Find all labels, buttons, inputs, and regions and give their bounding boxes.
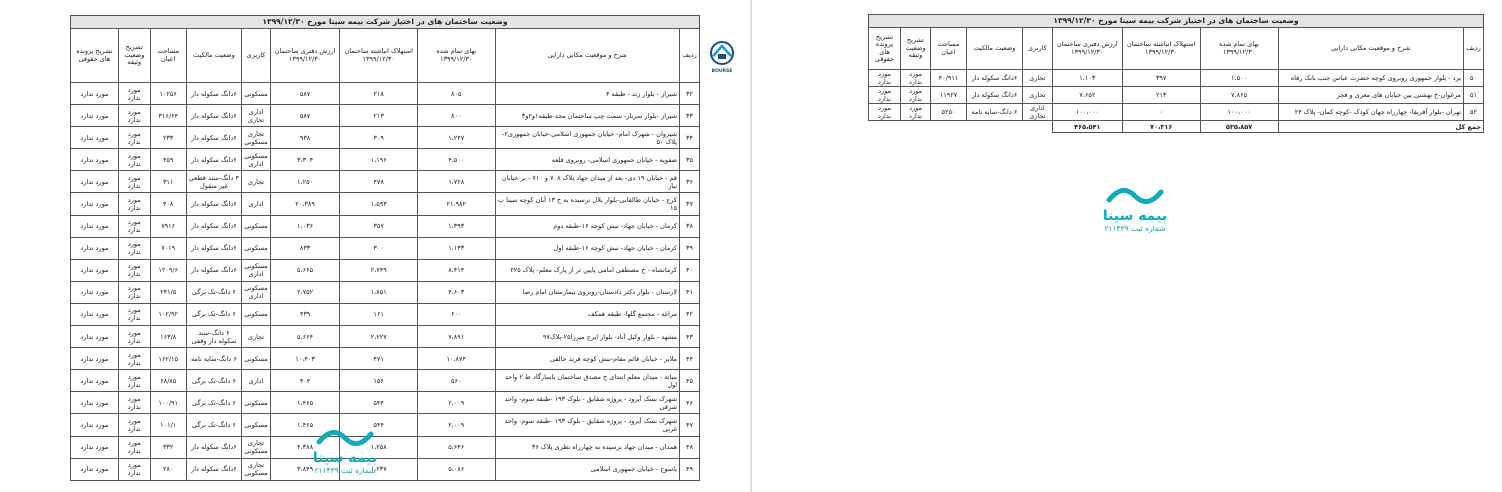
logo-brand: بیمه سینا [312,450,378,466]
cell-desc: کرمانشاه - خ مصطفی امامی پایین تر از پارک معلم- پلاک ۲۲۵ [495,259,680,281]
cell-collat: مورد ندارد [118,303,150,325]
cell-collat: مورد ندارد [901,104,931,121]
cell-legal: مورد ندارد [71,259,119,281]
cell-owner: ۶دانگ سکوله دار [186,193,242,215]
cell-owner: ۶دانگ سکوله دار [186,83,242,105]
cell-area: ۲۴۱/۵ [150,281,186,303]
cell-usage: مسکونی [242,215,270,237]
cell-dep: ۴۷۱ [340,348,418,370]
cell-collat: مورد ندارد [118,436,150,458]
table-row [71,326,700,348]
table-row [869,87,1484,104]
cell-n: ۴۹ [680,458,700,480]
cell-usage: مسکونی [242,414,270,436]
bourse-stamp [702,40,742,75]
cell-collat: مورد ندارد [901,87,931,104]
cell-collat: مورد ندارد [118,392,150,414]
cell-n: ۳۹ [680,237,700,259]
cell-book: ۲،۷۵۲ [270,281,340,303]
header-book: ارزش دفتری ساختمان ۱۳۹۹/۱۲/۳۰ [1052,28,1122,70]
cell-cost: ۱۰،۸۷۴ [417,348,495,370]
cell-n: ۳۵ [680,149,700,171]
cell-cost: ۱،۳۹۳ [417,215,495,237]
cell-area: ۱۶۳/۸ [150,326,186,348]
cell-n: ۳۷ [680,193,700,215]
cell-collat: مورد ندارد [118,149,150,171]
header-area: مساحت اعیان [150,29,186,83]
cell-legal: مورد ندارد [71,370,119,392]
table-row [71,127,700,149]
table-row [71,171,700,193]
cell-book: ۱،۴۶۵ [270,414,340,436]
cell-owner: ۶ دانگ-سند سکوله دار وقفی [186,326,242,348]
cell-collat: مورد ندارد [118,458,150,480]
cell-collat: مورد ندارد [118,414,150,436]
cell-cost: ۸۰۵ [417,83,495,105]
cell-n: ۳۲ [680,83,700,105]
cell-area: ۳۱۱ [150,171,186,193]
cell-n: ۴۷ [680,414,700,436]
cell-usage: تجاری [1022,70,1052,87]
cell-dep: ۲،۲۲۷ [340,326,418,348]
cell-cost: ۸۰۰ [417,105,495,127]
cell-owner: ۶ دانگ-تک برگی [186,414,242,436]
cell-owner: ۶دانگ سکوله دار [186,436,242,458]
cell-area: ۱۰۲۵۶ [150,83,186,105]
cell-n: ۳۳ [680,105,700,127]
table-row [71,281,700,303]
cell-area: ۵۲۵۰ [931,104,967,121]
cell-owner: ۶دانگ سکوله دار [966,70,1022,87]
cell-collat: مورد ندارد [118,326,150,348]
cell-owner: ۶ دانگ-تک برگی [186,281,242,303]
cell-legal: مورد ندارد [71,392,119,414]
cell-area: ۶۸/۸۵ [150,370,186,392]
cell-legal: مورد ندارد [71,193,119,215]
cell-legal: مورد ندارد [71,149,119,171]
cell-cost: ۲،۰۰۹ [417,392,495,414]
cell-dep: ۴۷۸ [340,171,418,193]
cell-cost: ۵،۰۸۶ [417,458,495,480]
cell-book: ۸۳۳ [270,237,340,259]
cell-usage: مسکونی اداری [242,259,270,281]
cell-owner: ۶دانگ سکوله دار [186,215,242,237]
header-collat: تشریح وضعیت وثیقه [901,28,931,70]
cell-usage: مسکونی [242,392,270,414]
cell-collat: مورد ندارد [118,259,150,281]
cell-collat: مورد ندارد [118,348,150,370]
table-row [869,104,1484,121]
cell-cost: ۲۱،۹۸۲ [417,193,495,215]
cell-n: ۴۲ [680,303,700,325]
cell-cost: ۲،۰۰۹ [417,414,495,436]
cell-usage: تجاری مسکونی [242,127,270,149]
cell-book: ۷،۶۵۲ [1052,87,1122,104]
cell-desc: مرغوان-خ بهشتی بین خیابان های معزی و فجر [1278,87,1464,104]
cell-dep: ۰ [1122,104,1200,121]
cell-area: ۱۰۰/۹۱ [150,392,186,414]
sina-logo-right [1090,186,1180,233]
sina-wave-icon [1105,186,1165,208]
cell-desc: لارستان - بلوار دکتر دادستان-روبروی بیمارستان امام رضا [495,281,680,303]
table-row [71,193,700,215]
cell-area: ۴۵۹ [150,149,186,171]
cell-owner: ۶دانگ سکوله دار [966,87,1022,104]
cell-desc: کرمان - خیابان جهاد- نبش کوچه ۱۶-طبقه اول [495,237,680,259]
cell-usage: تجاری [242,171,270,193]
sina-logo-left [300,428,390,475]
cell-usage: مسکونی [242,303,270,325]
cell-book: ۱،۰۳۶ [270,215,340,237]
cell-book: ۱۰،۴۰۳ [270,348,340,370]
cell-cost: ۵۶۰ [417,370,495,392]
table-row [71,215,700,237]
header-book: ارزش دفتری ساختمان ۱۳۹۹/۱۲/۳۰ [270,29,340,83]
table-title: وضعیت ساختمان های در اختیار شرکت بیمه سینا مورخ ۱۳۹۹/۱۲/۳۰ [869,15,1484,28]
cell-collat: مورد ندارد [118,105,150,127]
cell-usage: تجاری مسکونی [242,436,270,458]
header-dep: استهلاک انباشته ساختمان ۱۳۹۹/۱۲/۳۰ [340,29,418,83]
cell-usage: مسکونی اداری [242,149,270,171]
cell-desc: ملایر - خیابان قائم مقام-نبش کوچه فرید خالقی [495,348,680,370]
header-desc: شرح و موقعیت مکانی دارایی [1278,28,1464,70]
cell-usage: مسکونی اداری [242,281,270,303]
cell-area: ۲۸۰ [150,458,186,480]
cell-desc: شیروان - شهرک امام- خیابان جمهوری اسلامی-خیابان جمهوری۲- پلاک ۵۰ [495,127,680,149]
cell-dep: ۲۱۳ [1122,87,1200,104]
header-area: مساحت اعیان [931,28,967,70]
cell-dep: ۲،۷۴۹ [340,259,418,281]
cell-dep: ۱،۵۹۳ [340,193,418,215]
cell-collat: مورد ندارد [118,370,150,392]
cell-owner: ۶دانگ سکوله دار [186,127,242,149]
table-row [869,70,1484,87]
cell-legal: مورد ندارد [71,237,119,259]
cell-collat: مورد ندارد [118,215,150,237]
sina-wave-icon [315,428,375,450]
cell-desc: مراغه - مجتمع گلها- طبقه همکف [495,303,680,325]
cell-cost: ۴،۶۰۳ [417,281,495,303]
header-legal: تشریح پرونده های حقوقی [869,28,901,70]
cell-collat: مورد ندارد [118,281,150,303]
cell-dep: ۳۹۷ [1122,70,1200,87]
cell-dep: ۱۵۶ [340,370,418,392]
logo-registration: شماره ثبت ۲۱۱۴۳۹ [1104,224,1166,233]
cell-owner: ۶ دانگ-سایه نامه [966,104,1022,121]
cell-book: ۵،۶۶۵ [270,259,340,281]
cell-n: ۳۶ [680,171,700,193]
buildings-table-right [868,14,1484,133]
cell-owner: ۴ دانگ-سند قطعی غیر منقول [186,171,242,193]
cell-dep: ۱،۲۵۸ [340,436,418,458]
cell-cost: ۴،۵۰۰ [417,149,495,171]
cell-owner: ۶ دانگ-تک برگی [186,370,242,392]
cell-area: ۴۰/۹۱۱ [931,70,967,87]
cell-book: ۱۰۰،۰۰۰ [1052,104,1122,121]
cell-usage: تجاری [242,326,270,348]
cell-n: ۴۶ [680,392,700,414]
cell-legal: مورد ندارد [869,70,901,87]
cell-dep: ۵۴۴ [340,414,418,436]
cell-book: ۹۳۸ [270,127,340,149]
cell-area: ۱۰۱/۱ [150,414,186,436]
cell-desc: قم - خیابان ۱۹ دی- بعد از میدان جهاد پلاک ۷۰۸ و ۷۱۰ - بر خیابان نیاز [495,171,680,193]
cell-legal: مورد ندارد [71,414,119,436]
cell-n: ۵۲ [1464,104,1484,121]
table-row [71,83,700,105]
header-usage: کاربری [1022,28,1052,70]
header-cost: بهای تمام شده ۱۳۹۹/۱۲/۳۰ [417,29,495,83]
cell-desc: یزد - بلوار جمهوری روبروی کوچه حضرت عباس جنب بانک رفاه [1278,70,1464,87]
cell-legal: مورد ندارد [71,436,119,458]
header-legal: تشریح پرونده های حقوقی [71,29,119,83]
cell-n: ۴۸ [680,436,700,458]
cell-collat: مورد ندارد [118,193,150,215]
cell-dep: ۳۰۰ [340,237,418,259]
header-radif: ردیف [680,29,700,83]
cell-cost: ۶۰۰ [417,303,495,325]
cell-desc: میانه - میدان معلم ابتدای خ مصدق ساختمان پاسارگاد ط ۲ واحد اول [495,370,680,392]
table-row [71,105,700,127]
cell-desc: مشهد - بلوار وکیل آباد- بلوار ایرج میرزا۲۵-پلاک۹۷ [495,326,680,348]
cell-legal: مورد ندارد [71,215,119,237]
cell-area: ۱۰۲/۹۲ [150,303,186,325]
header-radif: ردیف [1464,28,1484,70]
cell-cost: ۱،۲۴۷ [417,127,495,149]
cell-legal: مورد ندارد [71,303,119,325]
cell-collat: مورد ندارد [901,70,931,87]
cell-dep: ۱،۸۵۱ [340,281,418,303]
cell-desc: کرج - خیابان طالقانی-بلوار بلال نرسیده به خ ۱۳ آبان کوچه سینا پ ۱۵ [495,193,680,215]
table-row [71,348,700,370]
cell-owner: ۶دانگ سکوله دار [186,237,242,259]
cell-cost: ۵،۶۴۶ [417,436,495,458]
cell-book: ۵،۶۶۴ [270,326,340,348]
table-row [71,370,700,392]
cell-desc: شیراز -بلوار سرباز- سمت چپ ساختمان مجد-طبقه۱و۲و۳ [495,105,680,127]
cell-usage: اداری [242,370,270,392]
cell-book: ۱،۱۰۳ [1052,70,1122,87]
total-book: ۴۶۵،۵۴۱ [1052,121,1122,133]
cell-area: ۷۹۱۶ [150,215,186,237]
cell-legal: مورد ندارد [71,348,119,370]
cell-dep: ۵۴۴ [340,392,418,414]
cell-book: ۳،۳۰۴ [270,149,340,171]
cell-usage: تجاری [1022,87,1052,104]
cell-collat: مورد ندارد [118,171,150,193]
cell-cost: ۷،۸۹۱ [417,326,495,348]
cell-n: ۴۴ [680,348,700,370]
cell-legal: مورد ندارد [869,104,901,121]
buildings-table-left [70,15,700,481]
cell-book: ۴،۳۸۸ [270,436,340,458]
cell-book: ۴۰۴ [270,370,340,392]
cell-n: ۵۱ [1464,87,1484,104]
header-desc: شرح و موقعیت مکانی دارایی [495,29,680,83]
header-cost: بهای تمام شده ۱۳۹۹/۱۲/۳۰ [1200,28,1278,70]
cell-book: ۵۸۷ [270,105,340,127]
cell-dep: ۳۵۷ [340,215,418,237]
cell-owner: ۶دانگ سکوله دار [186,259,242,281]
table-row [71,259,700,281]
cell-book: ۲۰،۳۸۹ [270,193,340,215]
cell-area: ۱۲۰۹/۶ [150,259,186,281]
cell-desc: شهرک نسک آیرود - پروژه شقایق - بلوک ۱۹۳ -طبقه سوم- واحد شرقی [495,392,680,414]
cell-desc: همدان - میدان جهاد نرسیده به چهارراه نظری پلاک ۳۶ [495,436,680,458]
cell-desc: تهران -بلوار آفریقا- چهارراه جهان کودک -کوچه کمان- پلاک ۲۴ [1278,104,1464,121]
cell-cost: ۱،۷۲۸ [417,171,495,193]
total-dep: ۷۰،۳۱۶ [1122,121,1200,133]
cell-owner: ۶ دانگ-تک برگی [186,392,242,414]
cell-usage: مسکونی [242,348,270,370]
table-row [71,303,700,325]
cell-usage: مسکونی [242,83,270,105]
cell-desc: شهرک نسک آیرود - پروژه شقایق - بلوک ۱۹۳ -طبقه سوم- واحد غربی [495,414,680,436]
cell-legal: مورد ندارد [71,281,119,303]
table-row [71,237,700,259]
cell-usage: تجاری مسکونی [242,458,270,480]
cell-owner: ۶دانگ سکوله دار [186,105,242,127]
cell-book: ۵۸۷ [270,83,340,105]
header-usage: کاربری [242,29,270,83]
stamp-text: BOURSE [711,69,733,74]
cell-collat: مورد ندارد [118,83,150,105]
cell-area: ۳۱۶/۶۴ [150,105,186,127]
cell-dep: ۱،۱۹۶ [340,149,418,171]
cell-desc: یاسوج - خیابان جمهوری اسلامی [495,458,680,480]
cell-cost: ۷،۸۶۵ [1200,87,1278,104]
cell-n: ۵۰ [1464,70,1484,87]
cell-area: ۳۳۲ [150,436,186,458]
cell-book: ۴۳۹ [270,303,340,325]
cell-usage: مسکونی [242,237,270,259]
cell-dep: ۱۶۱ [340,303,418,325]
cell-usage: اداری تجاری [1022,104,1052,121]
cell-book: ۱،۴۶۵ [270,392,340,414]
header-owner: وضعیت مالکیت [966,28,1022,70]
cell-n: ۴۳ [680,326,700,348]
cell-area: ۷۰۱۹ [150,237,186,259]
cell-dep: ۲۱۳ [340,105,418,127]
cell-usage: اداری [242,193,270,215]
cell-desc: شیراز - بلوار زند - طبقه ۴ [495,83,680,105]
table-title: وضعیت ساختمان های در اختیار شرکت بیمه سینا مورخ ۱۳۹۹/۱۲/۳۰ [71,16,700,29]
cell-desc: صفویه - خیابان جمهوری اسلامی- روبروی قلعه [495,149,680,171]
logo-registration: شماره ثبت ۲۱۱۴۳۹ [314,466,376,475]
total-label: جمع کل [1278,121,1484,133]
cell-book: ۱،۲۵۰ [270,171,340,193]
header-collat: تشریح وضعیت وثیقه [118,29,150,83]
total-cost: ۵۳۵،۸۵۷ [1200,121,1278,133]
cell-legal: مورد ندارد [71,326,119,348]
header-owner: وضعیت مالکیت [186,29,242,83]
table-row [71,392,700,414]
cell-legal: مورد ندارد [71,105,119,127]
cell-cost: ۱۰۰،۰۰۰ [1200,104,1278,121]
cell-n: ۳۴ [680,127,700,149]
cell-cost: ۱،۱۳۳ [417,237,495,259]
logo-brand: بیمه سینا [1102,208,1168,224]
cell-owner: ۶دانگ سکوله دار [186,149,242,171]
cell-cost: ۱،۵۰۰ [1200,70,1278,87]
cell-legal: مورد ندارد [869,87,901,104]
cell-collat: مورد ندارد [118,127,150,149]
cell-legal: مورد ندارد [71,171,119,193]
cell-owner: ۶ دانگ-سایه نامه [186,348,242,370]
cell-owner: ۶دانگ سکوله دار [186,458,242,480]
cell-dep: ۲۱۸ [340,83,418,105]
cell-n: ۴۱ [680,281,700,303]
cell-dep: ۱،۲۳۷ [340,458,418,480]
cell-dep: ۳۰۹ [340,127,418,149]
cell-n: ۳۸ [680,215,700,237]
bourse-logo-icon [705,40,739,66]
cell-owner: ۶ دانگ-تک برگی [186,303,242,325]
cell-area: ۴۰۸ [150,193,186,215]
header-dep: استهلاک انباشته ساختمان ۱۳۹۹/۱۲/۳۰ [1122,28,1200,70]
cell-legal: مورد ندارد [71,127,119,149]
cell-legal: مورد ندارد [71,83,119,105]
cell-area: ۲۳۳ [150,127,186,149]
cell-usage: اداری تجاری [242,105,270,127]
cell-collat: مورد ندارد [118,237,150,259]
cell-area: ۱۶۲/۱۵ [150,348,186,370]
cell-cost: ۸،۴۱۴ [417,259,495,281]
table-row [71,149,700,171]
cell-desc: کرمان - خیابان جهاد- نبش کوچه ۱۶-طبقه دوم [495,215,680,237]
cell-book: ۳،۸۴۹ [270,458,340,480]
cell-area: ۱۱۹۲۷ [931,87,967,104]
cell-n: ۴۵ [680,370,700,392]
cell-n: ۴۰ [680,259,700,281]
cell-legal: مورد ندارد [71,458,119,480]
